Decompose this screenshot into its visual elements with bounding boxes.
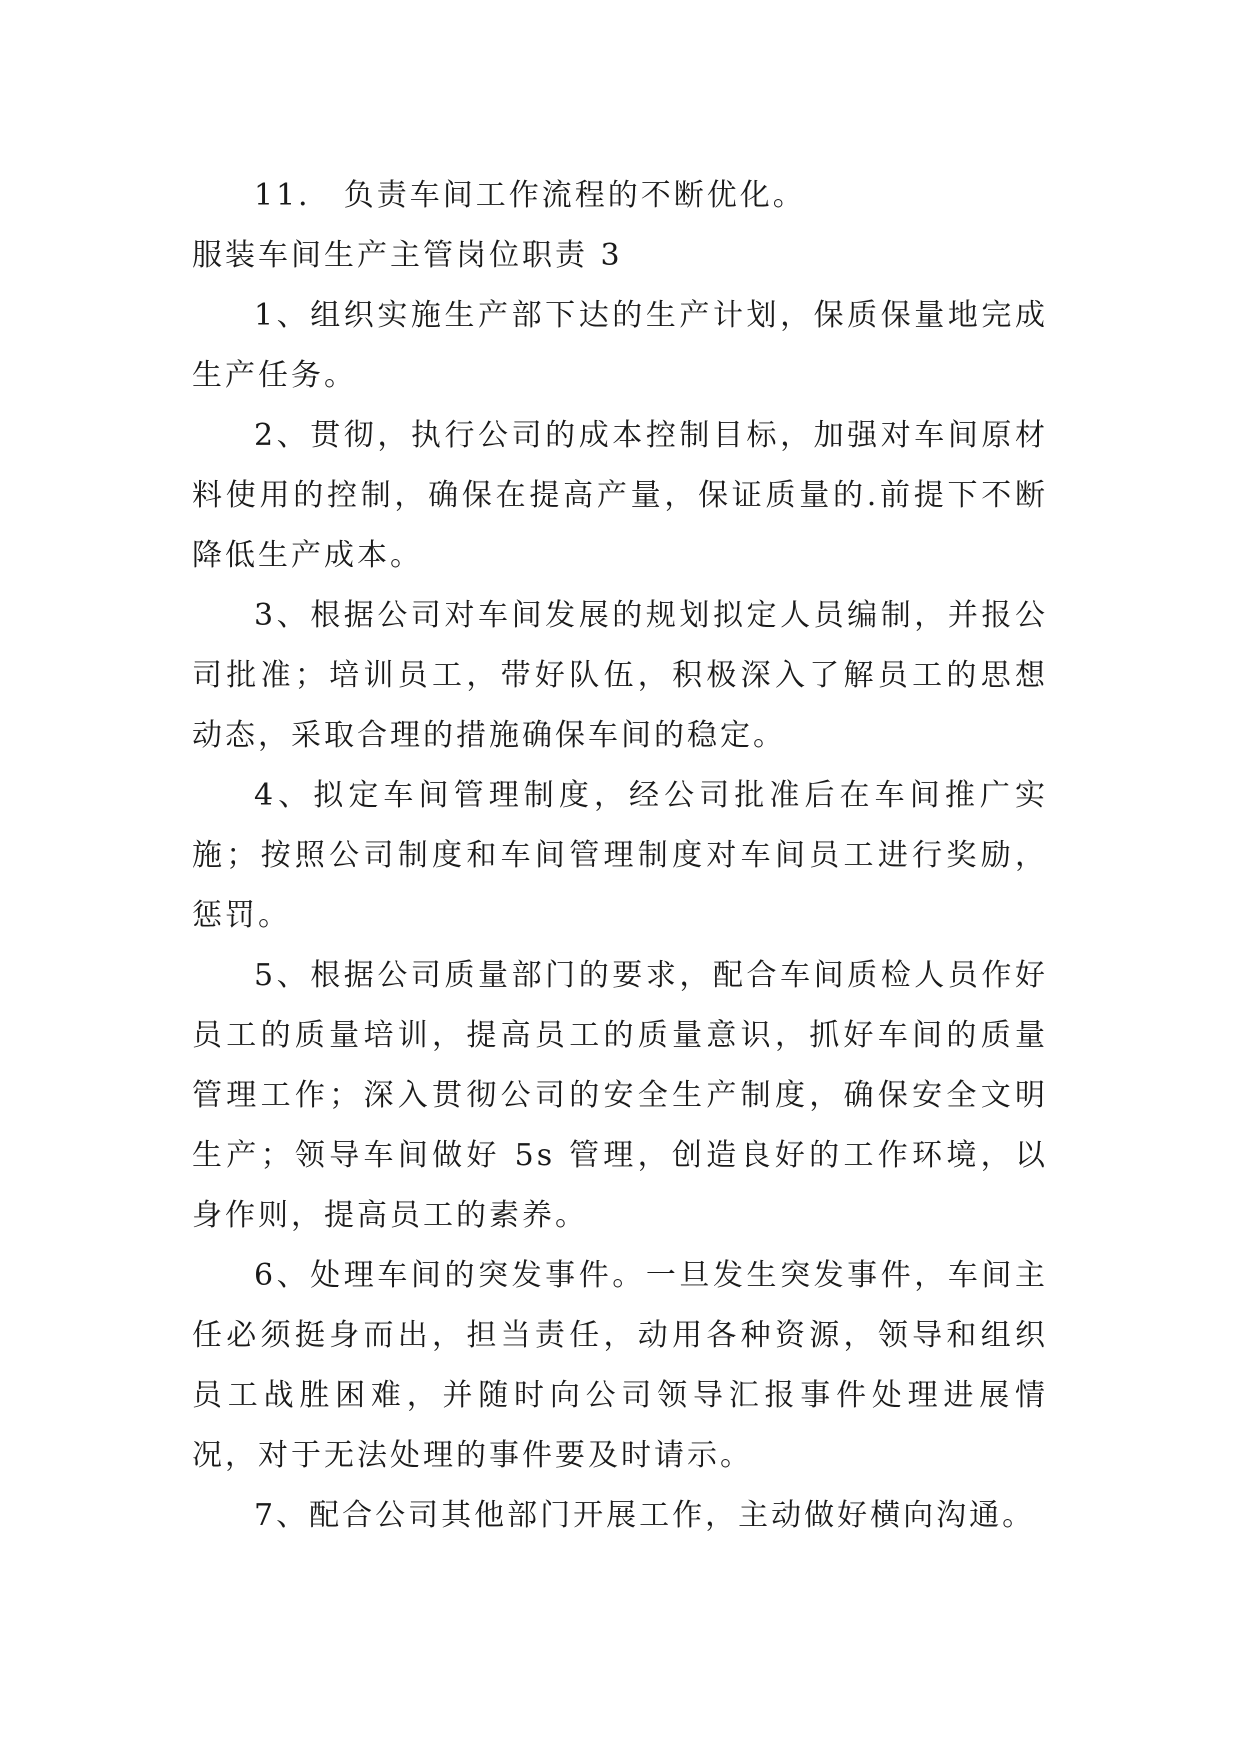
document-body <box>192 166 1048 1546</box>
list-item-1: 1、组织实施生产部下达的生产计划，保质保量地完成生产任务。 <box>192 298 1048 393</box>
list-item-11: 11． 负责车间工作流程的不断优化。 <box>254 178 806 213</box>
list-item-6: 6、处理车间的突发事件。一旦发生突发事件，车间主任必须挺身而出，担当责任，动用各种资源，领导和组织员工战胜困难，并随时向公司领导汇报事件处理进展情况，对于无法处理的事件要及时请示。 <box>192 1258 1048 1473</box>
list-item-3: 3、根据公司对车间发展的规划拟定人员编制，并报公司批准；培训员工，带好队伍，积极深入了解员工的思想动态，采取合理的措施确保车间的稳定。 <box>192 598 1048 753</box>
list-item-2: 2、贯彻，执行公司的成本控制目标，加强对车间原材料使用的控制，确保在提高产量，保证质量的.前提下不断降低生产成本。 <box>192 418 1048 573</box>
list-item-5: 5、根据公司质量部门的要求，配合车间质检人员作好员工的质量培训，提高员工的质量意识，抓好车间的质量管理工作；深入贯彻公司的安全生产制度，确保安全文明生产；领导车间做好 5s 管理，创造良好的工作环境，以身作则，提高员工的素养。 <box>192 958 1048 1233</box>
list-item-4: 4、拟定车间管理制度，经公司批准后在车间推广实施；按照公司制度和车间管理制度对车间员工进行奖励，惩罚。 <box>192 778 1048 933</box>
list-item-7: 7、配合公司其他部门开展工作，主动做好横向沟通。 <box>254 1498 1036 1533</box>
section-title: 服装车间生产主管岗位职责 3 <box>192 238 623 273</box>
